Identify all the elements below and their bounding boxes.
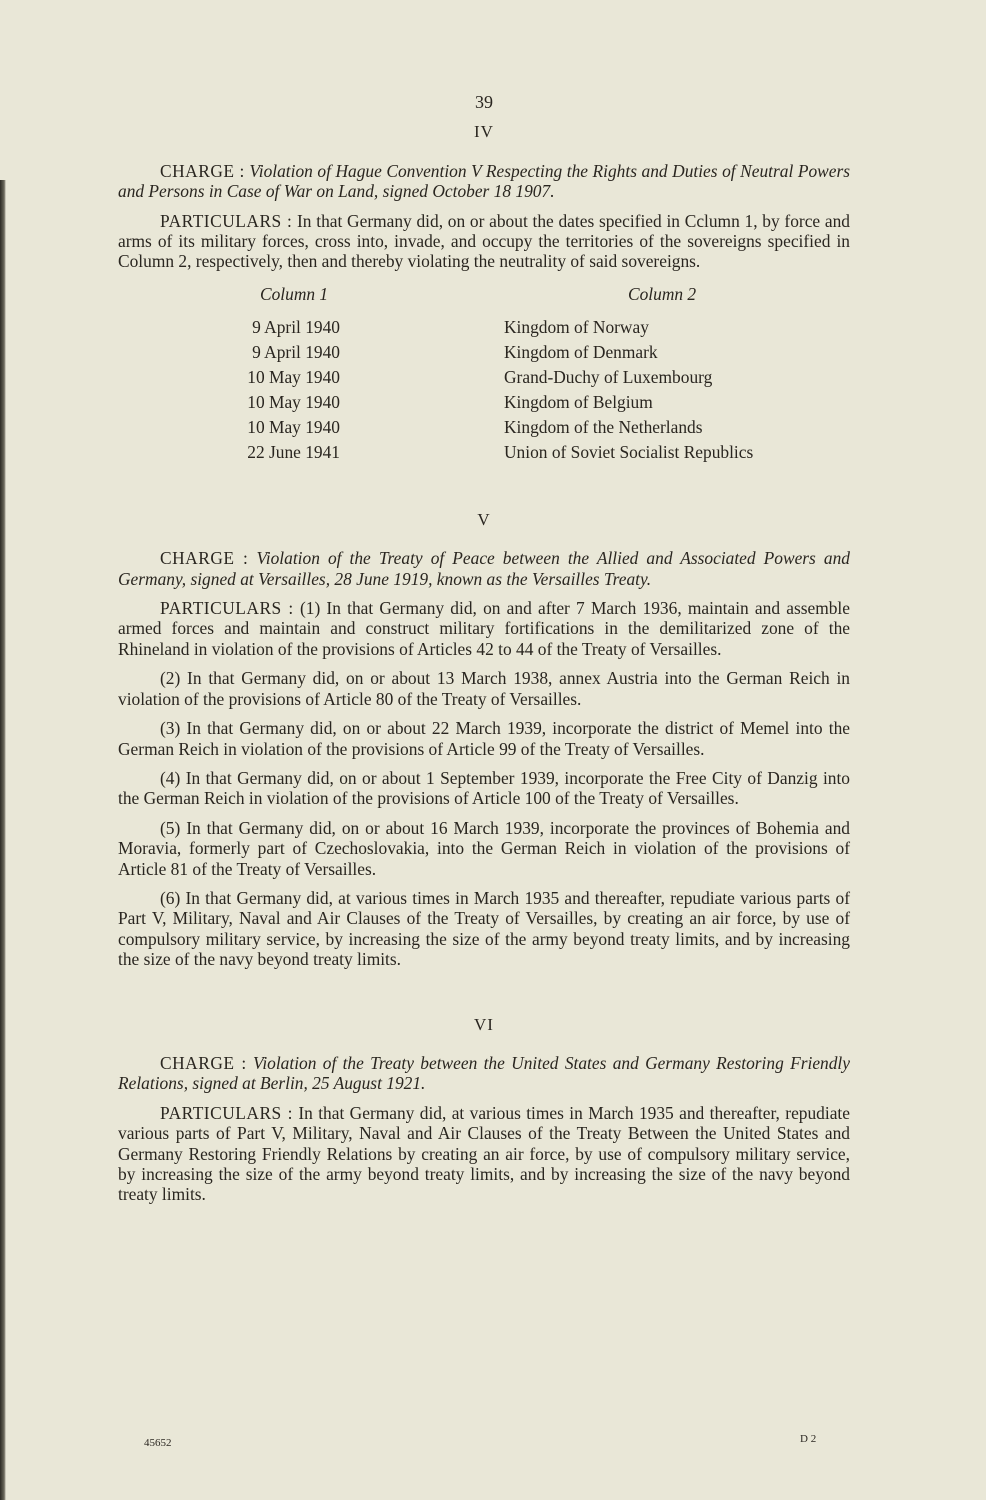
particulars-label: PARTICULARS : bbox=[160, 1102, 293, 1123]
charge-text: Violation of the Treaty between the United States and Germany Restoring Friendly Relations, signed at Berlin, 25 August 1921. bbox=[118, 1052, 850, 1094]
particular-item: (6) In that Germany did, at various times in March 1935 and thereafter, repudiate various parts of Part V, Military, Naval and Air Clauses of the Treaty of Versailles, by creating an air force, by use of compulsory military service, by increasing the size of the army beyond treaty limits, and by increasing the size of the navy beyond treaty limits. bbox=[118, 887, 850, 970]
particular-item: (1) In that Germany did, on and after 7 March 1936, maintain and assemble armed forces and maintain and construct military fortifications in the demilitarized zone of the Rhineland in violation of the provisions of Articles 42 to 44 of the Treaty of Versailles. bbox=[118, 598, 850, 659]
section-spacer bbox=[118, 979, 850, 1015]
page-number: 39 bbox=[475, 92, 493, 112]
table-column-1 bbox=[198, 284, 398, 465]
charge-paragraph bbox=[118, 1053, 850, 1094]
table-cell-date: 10 May 1940 bbox=[247, 392, 340, 413]
column-2-header: Column 2 bbox=[628, 283, 697, 304]
charge-label: CHARGE : bbox=[160, 160, 245, 181]
section-numeral-v: V bbox=[477, 509, 491, 529]
table-cell-date: 22 June 1941 bbox=[247, 442, 340, 463]
table-cell-sovereign: Kingdom of Denmark bbox=[504, 342, 658, 363]
particulars-paragraph bbox=[118, 211, 850, 272]
table-cell-sovereign: Grand-Duchy of Luxembourg bbox=[504, 367, 713, 388]
table-cell-sovereign: Kingdom of Norway bbox=[504, 317, 649, 338]
table-cell-sovereign: Kingdom of the Netherlands bbox=[504, 417, 703, 438]
particular-item: (4) In that Germany did, on or about 1 September 1939, incorporate the Free City of Danzig into the German Reich in violation of the provisions of Article 100 of the Treaty of Versailles. bbox=[118, 767, 850, 809]
table-cell-date: 10 May 1940 bbox=[247, 417, 340, 438]
page-content bbox=[118, 92, 850, 1214]
print-code: 45652 bbox=[144, 1437, 172, 1449]
charge-label: CHARGE : bbox=[160, 1052, 247, 1073]
table-column-2 bbox=[504, 284, 850, 465]
table-cell-date: 9 April 1940 bbox=[252, 342, 340, 363]
particular-item: (2) In that Germany did, on or about 13 March 1938, annex Austria into the German Reich in violation of the provisions of Article 80 of the Treaty of Versailles. bbox=[118, 668, 850, 709]
section-numeral-vi: VI bbox=[474, 1014, 494, 1034]
table-cell-date: 9 April 1940 bbox=[252, 317, 340, 338]
page-edge-shadow bbox=[0, 180, 6, 1500]
table-cell-sovereign: Union of Soviet Socialist Republics bbox=[504, 442, 754, 463]
column-1-header: Column 1 bbox=[260, 283, 329, 304]
particulars-label: PARTICULARS : bbox=[160, 598, 294, 619]
section-numeral-iv: IV bbox=[474, 122, 494, 142]
particulars-label: PARTICULARS : bbox=[160, 210, 293, 231]
particular-item: (3) In that Germany did, on or about 22 March 1939, incorporate the district of Memel into the German Reich in violation of the provisions of Article 99 of the Treaty of Versailles. bbox=[118, 718, 850, 759]
charge-paragraph bbox=[118, 161, 850, 202]
particulars-paragraph bbox=[118, 1103, 850, 1205]
signature-mark: D 2 bbox=[800, 1433, 817, 1445]
particulars-text: In that Germany did, at various times in March 1935 and thereafter, repudiate various parts of Part V, Military, Naval and Air Clauses of the Treaty Between the United States and Germany Restoring Friendly Relations by creating an air force, by use of compulsory military service, by increasing the size of the army beyond treaty limits, and by increasing the size of the navy beyond treaty limits. bbox=[118, 1102, 850, 1205]
charge-paragraph bbox=[118, 548, 850, 589]
charge-text: Violation of the Treaty of Peace between the Allied and Associated Powers and Germany, signed at Versailles, 28 June 1919, known as the Versailles Treaty. bbox=[118, 548, 850, 589]
particulars-text: In that Germany did, on or about the dates specified in Cclumn 1, by force and arms of its military forces, cross into, invade, and occupy the territories of the sovereigns specified in Column 2, respectively, then and thereby violating the neutrality of said sovereigns. bbox=[118, 210, 850, 272]
table-cell-sovereign: Kingdom of Belgium bbox=[504, 392, 653, 413]
charge-text: Violation of Hague Convention V Respecting the Rights and Duties of Neutral Powers and Persons in Case of War on Land, signed October 18 1907. bbox=[118, 160, 850, 202]
charge-label: CHARGE : bbox=[160, 548, 249, 569]
table-cell-date: 10 May 1940 bbox=[247, 367, 340, 388]
particulars-paragraph bbox=[118, 598, 850, 659]
particular-item: (5) In that Germany did, on or about 16 March 1939, incorporate the provinces of Bohemia and Moravia, formerly part of Czechoslovakia, into the German Reich in violation of the provisions of Article 81 of the Treaty of Versailles. bbox=[118, 817, 850, 879]
invasion-table bbox=[118, 284, 850, 462]
